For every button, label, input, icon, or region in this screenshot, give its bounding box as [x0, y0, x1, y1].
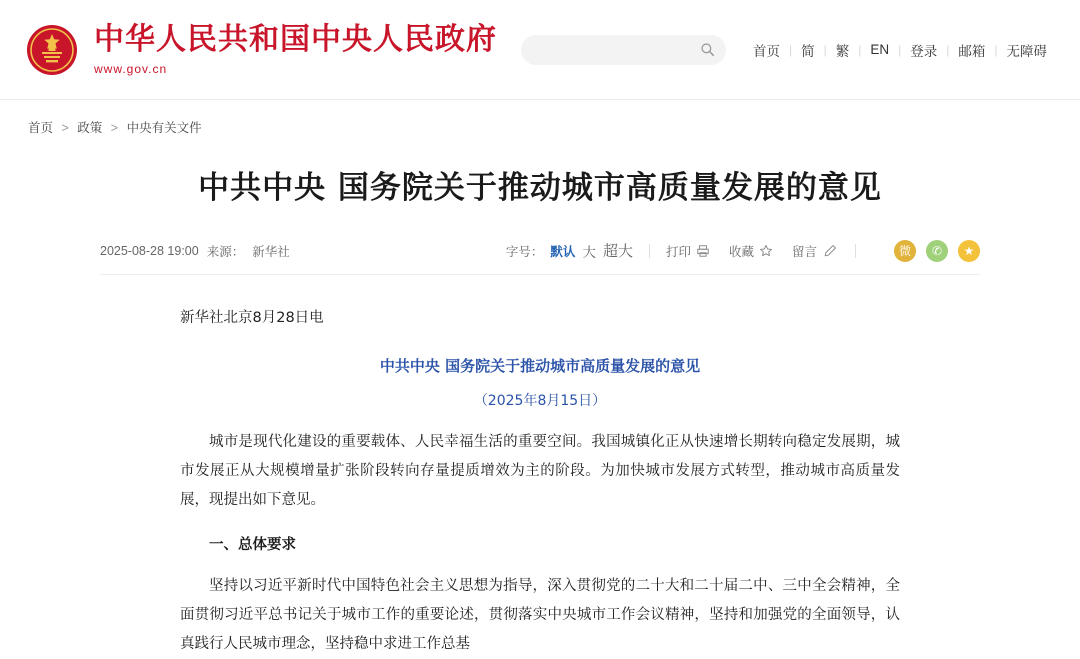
meta-left: [100, 242, 290, 260]
nav-item-simplified[interactable]: 简: [801, 43, 815, 59]
publish-datetime: 2025-08-28 19:00: [100, 243, 199, 258]
fontsize-option-default[interactable]: 默认: [550, 244, 576, 259]
nav-separator: |: [788, 42, 793, 57]
share-wechat-icon[interactable]: ✆: [926, 240, 948, 262]
section-heading: 一、总体要求: [209, 536, 296, 553]
nav-separator: |: [946, 42, 950, 57]
star-icon[interactable]: [759, 243, 774, 258]
site-brand[interactable]: [24, 22, 497, 78]
favorite-label: 收藏: [728, 244, 754, 259]
nav-item-traditional[interactable]: 繁: [835, 43, 850, 59]
nav-item-mail[interactable]: 邮箱: [958, 43, 986, 59]
breadcrumb-separator: >: [110, 121, 119, 135]
fontsize-label: 字号：: [505, 244, 544, 259]
source-name[interactable]: 新华社: [252, 244, 290, 259]
source-label: 来源：: [206, 244, 245, 259]
fontsize-option-xlarge[interactable]: 超大: [602, 243, 633, 260]
article: [100, 162, 980, 659]
nav-separator: |: [823, 42, 827, 57]
paragraph: 城市是现代化建设的重要载体、人民幸福生活的重要空间。我国城镇化正从快速增长期转向稳定发展期，城市发展正从大规模增量扩张阶段转向存量提质增效为主的阶段。为加快城市发展方式转型，推动城市高质量发展，现提出如下意见。: [180, 433, 900, 508]
nav-item-login[interactable]: 登录: [910, 43, 938, 59]
divider: [649, 244, 650, 258]
search-icon[interactable]: [700, 42, 716, 58]
nav-separator: |: [898, 42, 902, 57]
divider: [855, 244, 856, 258]
breadcrumb-item-policy[interactable]: 政策: [77, 121, 103, 135]
breadcrumb: [0, 100, 1080, 144]
nav-item-english[interactable]: EN: [870, 42, 890, 57]
share-qzone-icon[interactable]: ★: [958, 240, 980, 262]
page-title: 中共中央 国务院关于推动城市高质量发展的意见: [198, 170, 882, 206]
printer-icon[interactable]: [696, 243, 711, 258]
nav-item-accessibility[interactable]: 无障碍: [1006, 43, 1047, 59]
favorite-button[interactable]: [729, 242, 774, 260]
document-inner-date: （2025年8月15日）: [473, 392, 607, 409]
share-weibo-icon[interactable]: 微: [894, 240, 916, 262]
breadcrumb-separator: >: [61, 121, 69, 135]
paragraph: 坚持以习近平新时代中国特色社会主义思想为指导，深入贯彻党的二十大和二十届二中、三中全会精神，全面贯彻习近平总书记关于城市工作的重要论述，贯彻落实中央城市工作会议精神，坚持和加强党的全面领导，认真践行人民城市理念，坚持稳中求进工作总基: [180, 577, 900, 652]
fontsize-group: [506, 240, 633, 261]
search-box[interactable]: [521, 35, 726, 65]
comment-label: 留言: [791, 244, 817, 259]
breadcrumb-item-central-documents[interactable]: 中央有关文件: [126, 121, 202, 135]
national-emblem-icon: [24, 22, 80, 78]
header-nav: [744, 40, 1056, 60]
site-header: [0, 0, 1080, 100]
comment-button[interactable]: [792, 242, 837, 260]
breadcrumb-item-home[interactable]: 首页: [28, 121, 54, 135]
brand-text: [94, 23, 497, 76]
article-meta-bar: [100, 241, 980, 275]
nav-separator: |: [994, 42, 998, 57]
document-inner-title: 中共中央 国务院关于推动城市高质量发展的意见: [379, 356, 701, 375]
brand-title: 中华人民共和国中央人民政府: [94, 22, 497, 58]
meta-tools: [506, 240, 980, 262]
brand-subtitle: www.gov.cn: [94, 61, 168, 76]
dateline: 新华社北京8月28日电: [180, 310, 324, 326]
print-button[interactable]: [666, 242, 711, 260]
header-right: [521, 35, 1056, 65]
nav-item-home[interactable]: 首页: [752, 43, 780, 59]
nav-separator: |: [858, 42, 862, 57]
search-input[interactable]: [535, 42, 695, 58]
pencil-icon[interactable]: [822, 243, 837, 258]
print-label: 打印: [665, 244, 691, 259]
fontsize-option-large[interactable]: 大: [582, 244, 596, 260]
share-group: [894, 240, 980, 262]
article-body: [180, 275, 900, 659]
